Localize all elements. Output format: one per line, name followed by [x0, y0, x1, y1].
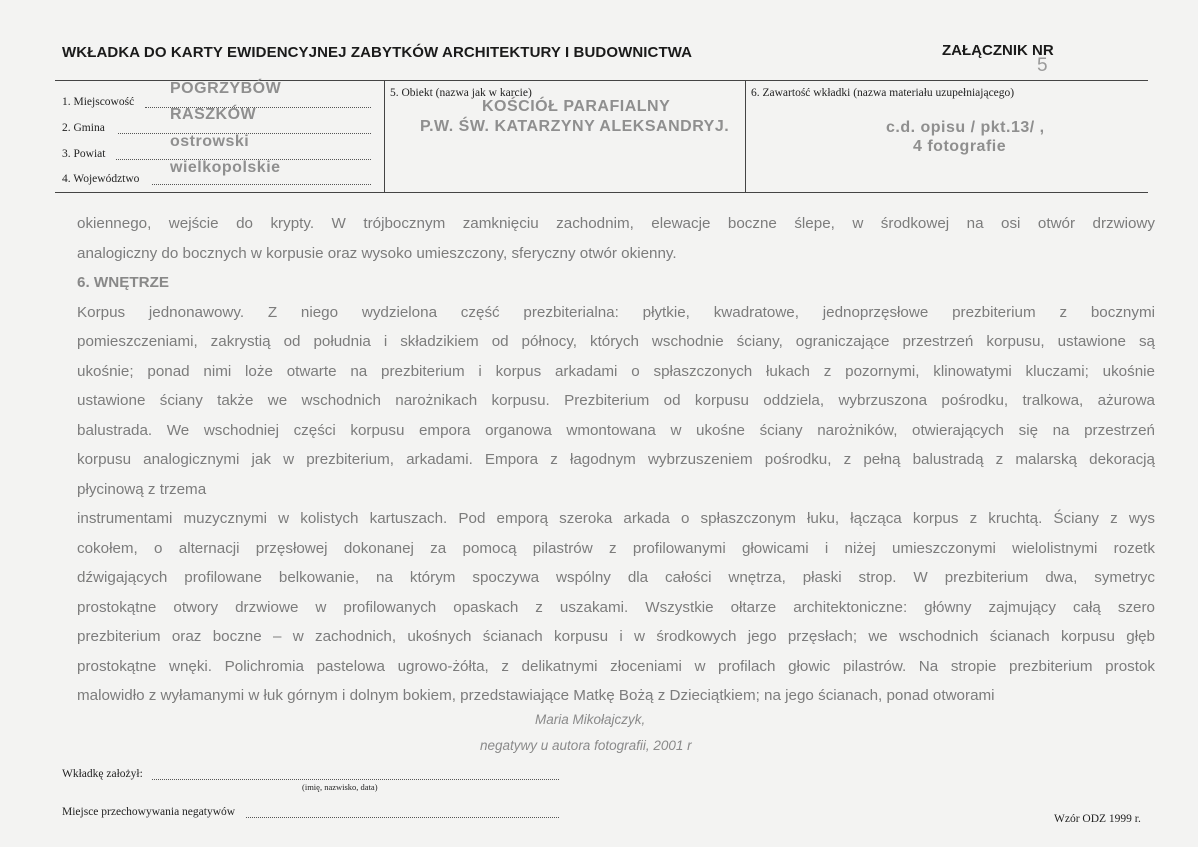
object-name-line2: P.W. ŚW. KATARZYNY ALEKSANDRYJ.: [420, 118, 730, 135]
annex-number: 5: [1037, 55, 1048, 76]
content-value-line2: 4 fotografie: [913, 138, 1007, 155]
text-line: analogiczny do bocznych w korpusie oraz wysoko umieszczony, sferyczny otwór okienny.: [77, 244, 677, 262]
description-text: [77, 209, 1155, 711]
text-line: pomieszczeniami, zakrystią od południa i składzikiem od północy, których wschodnie ściany, ograniczające przestrzeń korpusu, ustawione są: [77, 333, 1155, 350]
text-line: balustrada. We wschodniej części korpusu empora organowa wmontowana w ukośne ściany narożników, otwierających się na przestrzeń: [77, 421, 1155, 439]
voivodeship-value: wielkopolskie: [170, 159, 281, 176]
negatives-note: negatywy u autora fotografii, 2001 r: [480, 738, 692, 753]
content-label: 6. Zawartość wkładki (nazwa materiału uzupełniającego): [751, 87, 1015, 99]
author-name: Maria Mikołajczyk,: [535, 712, 646, 727]
negatives-place-dotline: [246, 817, 559, 818]
object-label: 5. Obiekt (nazwa jak w karcie): [390, 87, 532, 99]
inserted-by-label: Wkładkę założył:: [62, 768, 143, 780]
text-line: cokołem, o alternacji przęsłowej dokonanej za pomocą pilastrów z profilowanymi głowicami i niżej umieszczonymi wielolistnymi rozetk: [77, 539, 1155, 557]
voivodeship-label: 4. Województwo: [62, 173, 140, 185]
annex-label: ZAŁĄCZNIK NR: [942, 42, 1054, 59]
text-line: okiennego, wejście do krypty. W trójbocznym zamknięciu zachodnim, elewacje boczne ślepe, w środkowej na osi otwór drzwiowy: [77, 215, 1155, 232]
text-line: instrumentami muzycznymi w kolistych kartuszach. Pod emporą szeroka arkada o spłaszczonym łuku, łącząca korpus z kruchtą. Ściany z wys: [77, 510, 1155, 527]
text-line: malowidło z wyłamanymi w łuk górnym i dolnym bokiem, przedstawiające Matkę Bożą z Dzieciątkiem; na jego ścianach, ponad otworami: [77, 687, 995, 704]
text-line: ukośnie; ponad nimi loże otwarte na prezbiterium i korpus arkadami o spłaszczonych łukach z pozornymi, klinowatymi kluczami; ukośnie: [77, 362, 1155, 380]
text-line: Korpus jednonawowy. Z niego wydzielona część prezbiterialna: płytkie, kwadratowe, jednoprzęsłowe prezbiterium z bocznymi: [77, 303, 1155, 321]
negatives-place-label: Miejsce przechowywania negatywów: [62, 806, 236, 818]
column-divider-left: [384, 80, 385, 192]
text-line: płycinową z trzema: [77, 480, 207, 498]
text-line: prostokątne wnęki. Polichromia pastelowa ugrowo-żółta, z delikatnymi złoceniami w profilach głowic pilastrów. Na stropie prezbiterium prostok: [77, 657, 1155, 675]
locality-label: 1. Miejscowość: [62, 96, 135, 108]
commune-value: RASZKÓW: [170, 106, 257, 123]
page-title: WKŁADKA DO KARTY EWIDENCYJNEJ ZABYTKÓW ARCHITEKTURY I BUDOWNICTWA: [62, 44, 693, 61]
county-value: ostrowski: [170, 133, 250, 150]
text-line: ustawione ściany także we wschodnich narożnikach korpusu. Prezbiterium od korpusu oddziela, wybrzuszona pośrodku, tralkowa, ażurowa: [77, 392, 1155, 409]
commune-label: 2. Gmina: [62, 122, 105, 134]
form-version: Wzór ODZ 1999 r.: [1054, 813, 1141, 825]
locality-value: POGRZYBÓW: [170, 80, 282, 97]
text-line: prezbiterium oraz boczne – w zachodnich, ukośnych ścianach korpusu i w środkowych jego przęsłach; we wschodnich ścianach korpusu głęb: [77, 628, 1155, 645]
content-value-line1: c.d. opisu / pkt.13/ ,: [886, 119, 1045, 136]
column-divider-right: [745, 80, 746, 192]
text-line: prostokątne otwory drzwiowe w profilowanych opaskach z uszakami. Wszystkie ołtarze architektoniczne: główny zajmujący całą szero: [77, 598, 1155, 616]
voivodeship-dotline: [152, 184, 371, 185]
county-label: 3. Powiat: [62, 148, 106, 160]
text-line: korpusu analogicznymi jak w prezbiterium, arkadami. Empora z łagodnym wybrzuszeniem pośrodku, z pełną balustradą z malarską dekoracją: [77, 451, 1155, 468]
section-heading: 6. WNĘTRZE: [77, 274, 169, 291]
inserted-by-dotline: [152, 779, 559, 780]
object-name-line1: KOŚCIÓŁ PARAFIALNY: [482, 98, 671, 115]
inserted-by-hint: (imię, nazwisko, data): [302, 782, 378, 792]
header-bottom-rule: [55, 192, 1148, 193]
text-line: dźwigających profilowane belkowanie, na którym spoczywa wspólny dla całości wnętrza, płaski strop. W prezbiterium dwa, symetryc: [77, 569, 1155, 586]
